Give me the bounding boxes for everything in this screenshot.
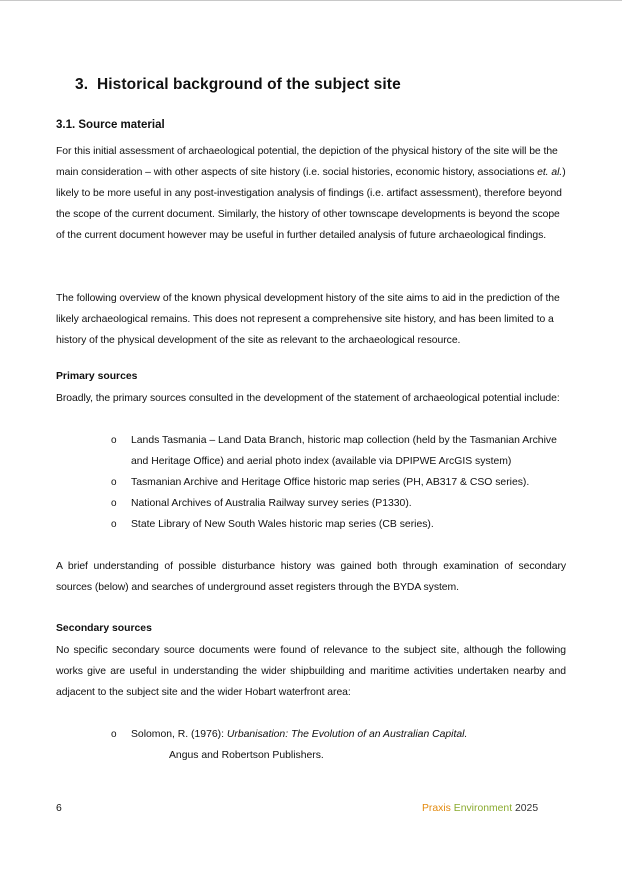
section-heading-text: Historical background of the subject site [96, 76, 401, 93]
intro-paragraph-1 [56, 141, 566, 246]
bullet-icon: o [111, 477, 117, 488]
list-item [111, 724, 571, 745]
page-number: 6 [56, 803, 62, 814]
list-item [111, 514, 571, 535]
list-item [111, 430, 571, 472]
secondary-sources-intro: No specific secondary source documents were found of relevance to the subject site, although the following works give are useful in understanding the wider shipbuilding and maritime activities undertaken nearby and adjacent to the subject site and the wider Hobart waterfront area: [56, 645, 566, 698]
brand-praxis: Praxis [422, 803, 451, 814]
reference-publisher: Angus and Robertson Publishers. [169, 750, 324, 761]
list-item-text: Lands Tasmania – Land Data Branch, historic map collection (held by the Tasmanian Archive and Heritage Office) and aerial photo index (available via DPIPWE ArcGIS system) [131, 435, 557, 467]
primary-sources-list [111, 430, 571, 535]
intro-paragraph-1-part-a: For this initial assessment of archaeological potential, the depiction of the physical history of the site will be the main consideration – with other aspects of site history (i.e. social histories, economic history, associations [56, 146, 558, 178]
list-item [111, 472, 571, 493]
brand-environment: Environment [453, 803, 513, 814]
list-item-text: State Library of New South Wales historic map series (CB series). [131, 519, 434, 530]
footer-year: 2025 [515, 803, 539, 814]
bullet-icon: o [111, 729, 117, 740]
list-item-text: Tasmanian Archive and Heritage Office historic map series (PH, AB317 & CSO series). [131, 477, 530, 488]
primary-sources-intro: Broadly, the primary sources consulted in the development of the statement of archaeological potential include: [56, 393, 560, 404]
bullet-icon: o [111, 519, 117, 530]
disturbance-history-paragraph: A brief understanding of possible disturbance history was gained both through examination of secondary sources (below) and searches of underground asset registers through the BYDA system. [56, 561, 566, 593]
list-item-continuation [131, 745, 571, 766]
reference-title: Urbanisation: The Evolution of an Australian Capital. [226, 729, 468, 740]
intro-paragraph-1-italic: et. al. [537, 167, 563, 178]
list-item [111, 493, 571, 514]
page-top-border [0, 0, 622, 1]
list-item-text: National Archives of Australia Railway survey series (P1330). [131, 498, 412, 509]
section-heading-number: 3. [75, 76, 89, 93]
intro-paragraph-1-part-b: ) likely to be more useful in any post-investigation analysis of findings (i.e. artifact assessment), therefore beyond the scope of the current document. Similarly, the history of other townscape developments is beyond the scope of the current document however may be useful in further detailed analysis of future archaeological findings. [56, 167, 566, 241]
section-heading [75, 76, 401, 94]
bullet-icon: o [111, 435, 117, 446]
secondary-sources-list [111, 724, 571, 766]
secondary-sources-heading: Secondary sources [56, 623, 152, 634]
primary-sources-heading: Primary sources [56, 371, 138, 382]
bullet-icon: o [111, 498, 117, 509]
intro-paragraph-2: The following overview of the known physical development history of the site aims to aid in the prediction of the likely archaeological remains. This does not represent a comprehensive site history, and has been limited to a history of the physical development of the site as relevant to the archaeological resource. [56, 293, 560, 346]
reference-author: Solomon, R. (1976): [131, 729, 227, 740]
footer-brand [422, 803, 538, 814]
subsection-heading: 3.1. Source material [56, 119, 165, 131]
